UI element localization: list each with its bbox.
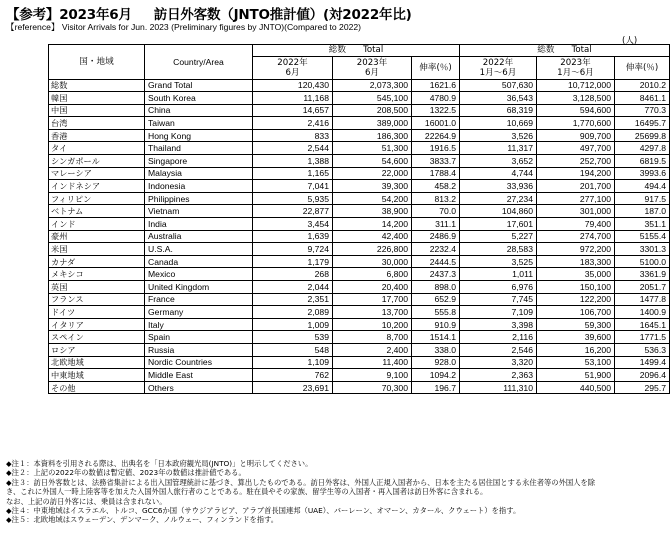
cell-2023-ytd: 274,700 bbox=[537, 230, 615, 243]
unit-label: (人) bbox=[622, 36, 638, 46]
cell-growth-ytd: 1771.5 bbox=[615, 331, 670, 344]
cell-2022-ytd: 3,398 bbox=[460, 318, 537, 331]
cell-growth-month: 3833.7 bbox=[412, 155, 460, 168]
cell-region-ja: 台湾 bbox=[49, 117, 145, 130]
header-region-en: Country/Area bbox=[145, 45, 253, 80]
header-group-month: 総数 Total bbox=[253, 45, 460, 57]
cell-2022-ytd: 1,011 bbox=[460, 268, 537, 281]
header-group-ytd: 総数 Total bbox=[460, 45, 670, 57]
table-row bbox=[49, 293, 670, 306]
table-row bbox=[49, 331, 670, 344]
cell-region-ja: インド bbox=[49, 218, 145, 231]
cell-2022-ytd: 33,936 bbox=[460, 180, 537, 193]
cell-2023-jun: 10,200 bbox=[333, 318, 412, 331]
cell-2023-ytd: 106,700 bbox=[537, 306, 615, 319]
cell-2023-ytd: 194,200 bbox=[537, 167, 615, 180]
cell-2023-jun: 70,300 bbox=[333, 381, 412, 394]
header-2022-ytd-label: 2022年 1月～6月 bbox=[479, 57, 517, 78]
cell-2022-jun: 120,430 bbox=[253, 79, 333, 92]
cell-2022-jun: 3,454 bbox=[253, 218, 333, 231]
table-row bbox=[49, 167, 670, 180]
cell-2023-ytd: 59,300 bbox=[537, 318, 615, 331]
cell-region-ja: ベトナム bbox=[49, 205, 145, 218]
cell-growth-month: 1514.1 bbox=[412, 331, 460, 344]
table-row bbox=[49, 369, 670, 382]
cell-2022-ytd: 2,546 bbox=[460, 343, 537, 356]
header-2023-ytd bbox=[537, 56, 615, 79]
cell-growth-ytd: 2051.7 bbox=[615, 281, 670, 294]
cell-region-en: Canada bbox=[145, 255, 253, 268]
cell-region-ja: ロシア bbox=[49, 343, 145, 356]
cell-2022-jun: 23,691 bbox=[253, 381, 333, 394]
cell-region-en: Middle East bbox=[145, 369, 253, 382]
cell-2022-jun: 14,657 bbox=[253, 104, 333, 117]
table-row bbox=[49, 281, 670, 294]
cell-growth-ytd: 2096.4 bbox=[615, 369, 670, 382]
cell-2022-ytd: 10,669 bbox=[460, 117, 537, 130]
cell-2022-jun: 833 bbox=[253, 129, 333, 142]
cell-growth-month: 928.0 bbox=[412, 356, 460, 369]
cell-region-ja: マレーシア bbox=[49, 167, 145, 180]
cell-2023-jun: 8,700 bbox=[333, 331, 412, 344]
footnote-line: なお、上記の訪日外客には、乗員は含まれない。 bbox=[6, 496, 167, 506]
footnote-line: ◆注５：北欧地域はスウェーデン、デンマーク、ノルウェー、フィンランドを指す。 bbox=[6, 515, 279, 525]
cell-region-en: Philippines bbox=[145, 192, 253, 205]
cell-growth-month: 196.7 bbox=[412, 381, 460, 394]
cell-region-ja: イタリア bbox=[49, 318, 145, 331]
cell-2022-ytd: 4,744 bbox=[460, 167, 537, 180]
cell-growth-month: 2486.9 bbox=[412, 230, 460, 243]
cell-growth-month: 2444.5 bbox=[412, 255, 460, 268]
title-prefix: 【参考】 bbox=[6, 7, 60, 23]
cell-growth-month: 555.8 bbox=[412, 306, 460, 319]
cell-2022-jun: 1,109 bbox=[253, 356, 333, 369]
cell-2023-ytd: 10,712,000 bbox=[537, 79, 615, 92]
cell-2022-ytd: 17,601 bbox=[460, 218, 537, 231]
cell-region-ja: シンガポール bbox=[49, 155, 145, 168]
cell-2023-jun: 208,500 bbox=[333, 104, 412, 117]
cell-growth-ytd: 5155.4 bbox=[615, 230, 670, 243]
cell-2022-jun: 2,416 bbox=[253, 117, 333, 130]
cell-2022-jun: 2,544 bbox=[253, 142, 333, 155]
cell-region-ja: 総数 bbox=[49, 79, 145, 92]
cell-2022-jun: 762 bbox=[253, 369, 333, 382]
cell-growth-ytd: 1477.8 bbox=[615, 293, 670, 306]
cell-2023-jun: 42,400 bbox=[333, 230, 412, 243]
cell-growth-ytd: 3361.9 bbox=[615, 268, 670, 281]
cell-2022-jun: 22,877 bbox=[253, 205, 333, 218]
cell-2023-ytd: 39,600 bbox=[537, 331, 615, 344]
cell-growth-ytd: 351.1 bbox=[615, 218, 670, 231]
cell-2022-jun: 1,179 bbox=[253, 255, 333, 268]
cell-2022-jun: 11,168 bbox=[253, 92, 333, 105]
table-row bbox=[49, 142, 670, 155]
cell-2022-ytd: 3,526 bbox=[460, 129, 537, 142]
cell-growth-ytd: 295.7 bbox=[615, 381, 670, 394]
cell-2023-ytd: 301,000 bbox=[537, 205, 615, 218]
cell-region-ja: 中東地域 bbox=[49, 369, 145, 382]
cell-2023-ytd: 53,100 bbox=[537, 356, 615, 369]
cell-region-ja: フィリピン bbox=[49, 192, 145, 205]
table-row bbox=[49, 343, 670, 356]
table-row bbox=[49, 230, 670, 243]
cell-region-en: Nordic Countries bbox=[145, 356, 253, 369]
cell-growth-month: 1621.6 bbox=[412, 79, 460, 92]
cell-2022-jun: 539 bbox=[253, 331, 333, 344]
cell-region-en: Malaysia bbox=[145, 167, 253, 180]
header-2022-ytd bbox=[460, 56, 537, 79]
header-2023-jun-label: 2023年 6月 bbox=[356, 57, 388, 78]
cell-growth-ytd: 1499.4 bbox=[615, 356, 670, 369]
cell-2022-jun: 1,165 bbox=[253, 167, 333, 180]
cell-growth-ytd: 536.3 bbox=[615, 343, 670, 356]
footnote-line: ◆注４：中東地域はイスラエル、トルコ、GCC6か国（サウジアラビア、アラブ首長国連邦（UAE）、バーレーン、オマーン、カタール、クウェート）を指す。 bbox=[6, 506, 521, 516]
cell-growth-ytd: 917.5 bbox=[615, 192, 670, 205]
cell-region-en: Mexico bbox=[145, 268, 253, 281]
header-growth-ytd: 伸率(％) bbox=[615, 56, 670, 79]
cell-growth-ytd: 16495.7 bbox=[615, 117, 670, 130]
footnote-line: ◆注３：訪日外客数とは、法務省集計による出入国管理統計に基づき、算出したものである。訪日外客は、外国人正規入国者から、日本を主たる居住国とする永住者等の外国人を除 bbox=[6, 477, 596, 487]
cell-growth-ytd: 770.3 bbox=[615, 104, 670, 117]
cell-2023-jun: 389,000 bbox=[333, 117, 412, 130]
cell-growth-ytd: 3993.6 bbox=[615, 167, 670, 180]
table-row bbox=[49, 243, 670, 256]
cell-growth-ytd: 1400.9 bbox=[615, 306, 670, 319]
cell-2022-ytd: 2,116 bbox=[460, 331, 537, 344]
footnote-line: ◆注２：上記の2022年の数値は暫定値、2023年の数値は推計値である。 bbox=[6, 468, 246, 478]
cell-region-ja: メキシコ bbox=[49, 268, 145, 281]
header-2022-jun bbox=[253, 56, 333, 79]
cell-2023-ytd: 1,770,600 bbox=[537, 117, 615, 130]
cell-growth-ytd: 187.0 bbox=[615, 205, 670, 218]
cell-2022-ytd: 28,583 bbox=[460, 243, 537, 256]
cell-2023-jun: 11,400 bbox=[333, 356, 412, 369]
page-title bbox=[6, 3, 412, 23]
cell-growth-ytd: 6819.5 bbox=[615, 155, 670, 168]
cell-2023-ytd: 51,900 bbox=[537, 369, 615, 382]
cell-region-en: Grand Total bbox=[145, 79, 253, 92]
table-row bbox=[49, 205, 670, 218]
visitor-arrivals-table bbox=[48, 44, 670, 394]
cell-growth-month: 311.1 bbox=[412, 218, 460, 231]
title-period: 2023年6月 bbox=[59, 7, 132, 23]
cell-region-ja: 英国 bbox=[49, 281, 145, 294]
header-2022-jun-label: 2022年 6月 bbox=[277, 57, 308, 78]
cell-region-ja: 北欧地域 bbox=[49, 356, 145, 369]
cell-2023-ytd: 497,700 bbox=[537, 142, 615, 155]
cell-2023-ytd: 150,100 bbox=[537, 281, 615, 294]
cell-growth-month: 2232.4 bbox=[412, 243, 460, 256]
cell-2023-jun: 2,073,300 bbox=[333, 79, 412, 92]
cell-growth-month: 458.2 bbox=[412, 180, 460, 193]
cell-2023-jun: 38,900 bbox=[333, 205, 412, 218]
cell-region-en: Others bbox=[145, 381, 253, 394]
cell-2022-ytd: 36,543 bbox=[460, 92, 537, 105]
cell-region-en: India bbox=[145, 218, 253, 231]
cell-2023-ytd: 16,200 bbox=[537, 343, 615, 356]
cell-2023-jun: 6,800 bbox=[333, 268, 412, 281]
cell-2022-ytd: 3,652 bbox=[460, 155, 537, 168]
cell-growth-month: 4780.9 bbox=[412, 92, 460, 105]
header-2023-ytd-label: 2023年 1月～6月 bbox=[557, 57, 594, 78]
cell-growth-ytd: 4297.8 bbox=[615, 142, 670, 155]
cell-region-en: Spain bbox=[145, 331, 253, 344]
cell-2023-ytd: 35,000 bbox=[537, 268, 615, 281]
cell-region-en: Thailand bbox=[145, 142, 253, 155]
cell-growth-ytd: 8461.1 bbox=[615, 92, 670, 105]
cell-growth-month: 16001.0 bbox=[412, 117, 460, 130]
cell-2022-ytd: 507,630 bbox=[460, 79, 537, 92]
cell-region-ja: カナダ bbox=[49, 255, 145, 268]
cell-2023-jun: 30,000 bbox=[333, 255, 412, 268]
cell-2023-jun: 14,200 bbox=[333, 218, 412, 231]
cell-region-en: Indonesia bbox=[145, 180, 253, 193]
cell-2023-jun: 186,300 bbox=[333, 129, 412, 142]
cell-2023-jun: 20,400 bbox=[333, 281, 412, 294]
cell-growth-month: 898.0 bbox=[412, 281, 460, 294]
cell-2023-jun: 545,100 bbox=[333, 92, 412, 105]
cell-region-en: Russia bbox=[145, 343, 253, 356]
header-growth-month: 伸率(％) bbox=[412, 56, 460, 79]
cell-2023-ytd: 79,400 bbox=[537, 218, 615, 231]
cell-growth-ytd: 5100.0 bbox=[615, 255, 670, 268]
cell-2022-ytd: 3,525 bbox=[460, 255, 537, 268]
cell-region-en: Italy bbox=[145, 318, 253, 331]
cell-2022-ytd: 3,320 bbox=[460, 356, 537, 369]
cell-2023-jun: 17,700 bbox=[333, 293, 412, 306]
cell-growth-month: 1916.5 bbox=[412, 142, 460, 155]
cell-2022-ytd: 27,234 bbox=[460, 192, 537, 205]
cell-growth-month: 338.0 bbox=[412, 343, 460, 356]
cell-region-ja: 香港 bbox=[49, 129, 145, 142]
cell-2023-ytd: 594,600 bbox=[537, 104, 615, 117]
cell-2022-jun: 2,089 bbox=[253, 306, 333, 319]
footnotes bbox=[6, 459, 666, 525]
cell-growth-ytd: 1645.1 bbox=[615, 318, 670, 331]
cell-2023-ytd: 252,700 bbox=[537, 155, 615, 168]
table-row bbox=[49, 381, 670, 394]
table-row-total bbox=[49, 79, 670, 92]
cell-2022-ytd: 5,227 bbox=[460, 230, 537, 243]
cell-growth-month: 910.9 bbox=[412, 318, 460, 331]
cell-2023-jun: 226,800 bbox=[333, 243, 412, 256]
table-row bbox=[49, 318, 670, 331]
cell-2023-ytd: 972,200 bbox=[537, 243, 615, 256]
title-main: 訪日外客数（JNTO推計値）(対2022年比) bbox=[153, 7, 412, 23]
cell-region-ja: フランス bbox=[49, 293, 145, 306]
cell-2023-ytd: 183,300 bbox=[537, 255, 615, 268]
table-row bbox=[49, 268, 670, 281]
cell-2023-jun: 39,300 bbox=[333, 180, 412, 193]
cell-2023-jun: 54,200 bbox=[333, 192, 412, 205]
cell-region-en: France bbox=[145, 293, 253, 306]
cell-region-ja: 中国 bbox=[49, 104, 145, 117]
cell-growth-month: 1788.4 bbox=[412, 167, 460, 180]
cell-growth-ytd: 494.4 bbox=[615, 180, 670, 193]
cell-growth-month: 813.2 bbox=[412, 192, 460, 205]
cell-2023-ytd: 909,700 bbox=[537, 129, 615, 142]
cell-region-en: Australia bbox=[145, 230, 253, 243]
cell-region-ja: その他 bbox=[49, 381, 145, 394]
table-row bbox=[49, 255, 670, 268]
cell-2023-jun: 22,000 bbox=[333, 167, 412, 180]
table-row bbox=[49, 92, 670, 105]
cell-2022-jun: 1,009 bbox=[253, 318, 333, 331]
cell-2023-ytd: 122,200 bbox=[537, 293, 615, 306]
cell-2023-jun: 54,600 bbox=[333, 155, 412, 168]
cell-2022-jun: 1,639 bbox=[253, 230, 333, 243]
cell-2022-jun: 1,388 bbox=[253, 155, 333, 168]
cell-region-ja: タイ bbox=[49, 142, 145, 155]
cell-region-ja: インドネシア bbox=[49, 180, 145, 193]
cell-2023-jun: 13,700 bbox=[333, 306, 412, 319]
cell-growth-month: 1322.5 bbox=[412, 104, 460, 117]
cell-growth-month: 652.9 bbox=[412, 293, 460, 306]
cell-2023-ytd: 277,100 bbox=[537, 192, 615, 205]
cell-2022-jun: 7,041 bbox=[253, 180, 333, 193]
cell-growth-ytd: 2010.2 bbox=[615, 79, 670, 92]
cell-region-en: Singapore bbox=[145, 155, 253, 168]
cell-2022-jun: 2,044 bbox=[253, 281, 333, 294]
footnote-line: ◆注１：本資料を引用される際は、出典名を「日本政府観光局(JNTO)」と明示してください。 bbox=[6, 459, 313, 468]
table-row bbox=[49, 155, 670, 168]
cell-growth-month: 2437.3 bbox=[412, 268, 460, 281]
cell-region-en: China bbox=[145, 104, 253, 117]
cell-2022-jun: 5,935 bbox=[253, 192, 333, 205]
cell-region-en: U.S.A. bbox=[145, 243, 253, 256]
cell-region-ja: スペイン bbox=[49, 331, 145, 344]
cell-2022-ytd: 11,317 bbox=[460, 142, 537, 155]
cell-2023-jun: 9,100 bbox=[333, 369, 412, 382]
cell-region-ja: 米国 bbox=[49, 243, 145, 256]
table-row bbox=[49, 117, 670, 130]
cell-region-ja: ドイツ bbox=[49, 306, 145, 319]
table-row bbox=[49, 218, 670, 231]
cell-2022-ytd: 7,109 bbox=[460, 306, 537, 319]
cell-growth-ytd: 3301.3 bbox=[615, 243, 670, 256]
cell-region-ja: 豪州 bbox=[49, 230, 145, 243]
cell-region-en: Taiwan bbox=[145, 117, 253, 130]
cell-region-en: Germany bbox=[145, 306, 253, 319]
cell-2023-ytd: 201,700 bbox=[537, 180, 615, 193]
cell-2023-ytd: 440,500 bbox=[537, 381, 615, 394]
cell-growth-month: 22264.9 bbox=[412, 129, 460, 142]
cell-2022-ytd: 7,745 bbox=[460, 293, 537, 306]
footnote-line: き、これに外国人一時上陸客等を加えた入国外国人旅行者のことである。駐在員やその家族、留学生等の入国者・再入国者は訪日外客に含まれる。 bbox=[6, 487, 488, 497]
cell-2023-ytd: 3,128,500 bbox=[537, 92, 615, 105]
cell-2022-jun: 9,724 bbox=[253, 243, 333, 256]
table-row bbox=[49, 129, 670, 142]
table-row bbox=[49, 104, 670, 117]
table-row bbox=[49, 356, 670, 369]
cell-2023-jun: 51,300 bbox=[333, 142, 412, 155]
subtitle: 【reference】 Visitor Arrivals for Jun. 2023 (Preliminary figures by JNTO)(Compared to 2022) bbox=[6, 22, 362, 32]
cell-2022-ytd: 2,363 bbox=[460, 369, 537, 382]
header-2023-jun bbox=[333, 56, 412, 79]
cell-2022-jun: 548 bbox=[253, 343, 333, 356]
cell-2022-ytd: 68,319 bbox=[460, 104, 537, 117]
table-row bbox=[49, 306, 670, 319]
table-row bbox=[49, 192, 670, 205]
cell-region-ja: 韓国 bbox=[49, 92, 145, 105]
cell-2022-jun: 2,351 bbox=[253, 293, 333, 306]
cell-2022-ytd: 104,860 bbox=[460, 205, 537, 218]
cell-2022-ytd: 6,976 bbox=[460, 281, 537, 294]
cell-2023-jun: 2,400 bbox=[333, 343, 412, 356]
cell-region-en: South Korea bbox=[145, 92, 253, 105]
header-region-ja: 国・地域 bbox=[49, 45, 145, 80]
cell-2022-jun: 268 bbox=[253, 268, 333, 281]
cell-growth-month: 70.0 bbox=[412, 205, 460, 218]
cell-region-en: Hong Kong bbox=[145, 129, 253, 142]
cell-2022-ytd: 111,310 bbox=[460, 381, 537, 394]
cell-region-en: Vietnam bbox=[145, 205, 253, 218]
cell-region-en: United Kingdom bbox=[145, 281, 253, 294]
cell-growth-ytd: 25699.8 bbox=[615, 129, 670, 142]
cell-growth-month: 1094.2 bbox=[412, 369, 460, 382]
table-row bbox=[49, 180, 670, 193]
